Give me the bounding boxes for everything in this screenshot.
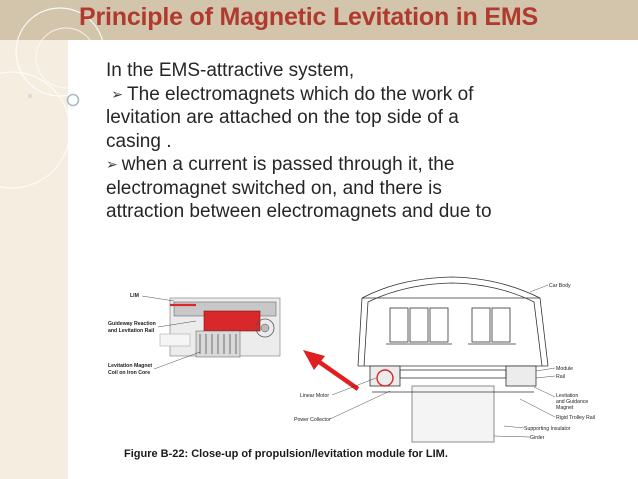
- pointer-arrow: [303, 350, 358, 389]
- label-linear-motor: Linear Motor: [300, 393, 330, 399]
- levitation-module-figure: [100, 274, 600, 446]
- label-levitation-rail: and Levitation Rail: [108, 328, 155, 334]
- text-line-1: In the EMS-attractive system,: [106, 60, 355, 81]
- label-lim: LIM: [130, 293, 139, 299]
- figure-caption: Figure B-22: Close-up of propulsion/levitation module for LIM.: [124, 448, 448, 460]
- vehicle-cross-section: [358, 277, 548, 442]
- label-guideway-reaction: Guideway Reaction: [108, 321, 156, 327]
- label-magnet: Magnet: [556, 405, 574, 411]
- label-module: Module: [556, 366, 574, 372]
- label-levitation-magnet: Levitation Magnet: [108, 363, 153, 369]
- label-coil-iron-core: Coil on Iron Core: [108, 370, 151, 376]
- label-rigid-trolley-rail: Rigid Trolley Rail: [556, 415, 595, 421]
- text-line-5: ➢ when a current is passed through it, the: [106, 154, 455, 175]
- label-levitation: Levitation: [556, 393, 579, 399]
- text-line-2: ➢ The electromagnets which do the work of: [111, 83, 474, 105]
- text-line-6: electromagnet switched on, and there is: [106, 177, 442, 199]
- label-girder: Girder: [530, 435, 545, 441]
- slide-title: Principle of Magnetic Levitation in EMS: [79, 3, 538, 31]
- body-text: [106, 59, 606, 224]
- arrow-bullet-icon: ➢: [106, 156, 118, 172]
- text-line-4: casing .: [106, 130, 172, 152]
- arrow-bullet-icon: ➢: [111, 85, 124, 102]
- magnet-closeup-inset: [160, 298, 280, 357]
- label-car-body: Car Body: [549, 283, 571, 289]
- text-line-7: attraction between electromagnets and due to: [106, 201, 492, 222]
- label-power-collector: Power Collector: [294, 417, 331, 423]
- text-line-3: levitation are attached on the top side of a: [106, 107, 459, 128]
- label-rail: Rail: [556, 374, 565, 380]
- label-supporting-insulator: Supporting Insulator: [524, 426, 571, 432]
- label-and-guidance: and Guidance: [556, 399, 589, 405]
